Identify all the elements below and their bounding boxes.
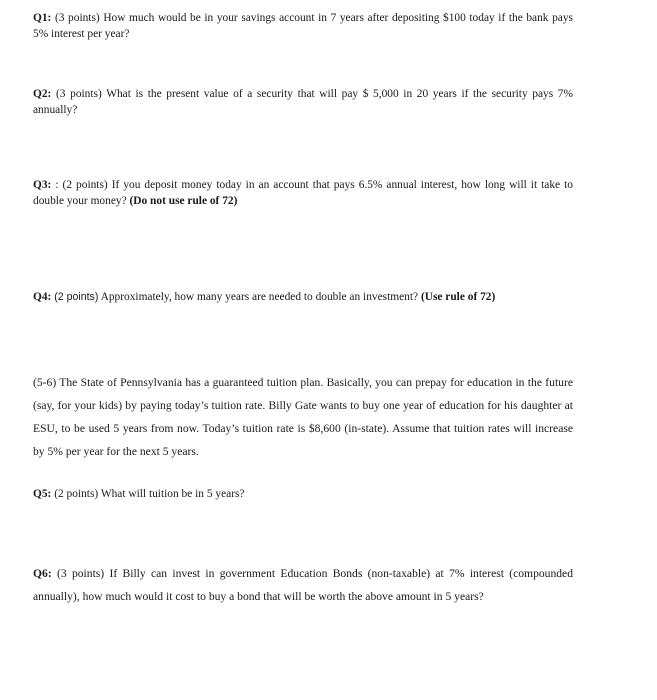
question-label: Q6: bbox=[33, 567, 52, 580]
scenario-paragraph: (5-6) The State of Pennsylvania has a guaranteed tuition plan. Basically, you can prepay for education in the future (say, for your kids) by paying today’s tuition rate. Billy Gate wants to buy one year of education for his daughter at ESU, to be used 5 years from now. Today’s tuition rate is $8,600 (in-state). Assume that tuition rates will increase by 5% per year for the next 5 years. bbox=[33, 376, 573, 458]
question-label: Q3: bbox=[33, 179, 52, 191]
question-5 bbox=[33, 486, 573, 502]
question-points: (2 points) bbox=[54, 488, 99, 500]
question-text: How much would be in your savings account in 7 years after depositing $100 today if the bank pays 5% interest per year? bbox=[33, 12, 573, 40]
question-note: (Use rule of 72) bbox=[420, 291, 496, 303]
question-label: Q4: bbox=[33, 291, 52, 303]
question-6 bbox=[33, 562, 573, 608]
question-text: What will tuition be in 5 years? bbox=[100, 488, 245, 500]
question-text: If Billy can invest in government Education Bonds (non-taxable) at 7% interest (compounded annually), how much would it cost to buy a bond that will be worth the above amount in 5 years? bbox=[33, 567, 573, 603]
question-points: (3 points) bbox=[57, 567, 105, 580]
question-1 bbox=[33, 10, 573, 42]
question-3 bbox=[33, 177, 573, 209]
question-note: (Do not use rule of 72) bbox=[129, 195, 238, 207]
question-text: If you deposit money today in an account that pays 6.5% annual interest, how long will it take to double your money? bbox=[33, 179, 573, 207]
question-text: What is the present value of a security that will pay $ 5,000 in 20 years if the security pays 7% annually? bbox=[33, 88, 573, 116]
question-label: Q2: bbox=[33, 88, 52, 100]
question-points: (3 points) bbox=[54, 12, 100, 24]
question-2 bbox=[33, 86, 573, 118]
question-label: Q1: bbox=[33, 12, 52, 24]
question-label: Q5: bbox=[33, 488, 52, 500]
question-points: (3 points) bbox=[56, 88, 102, 100]
question-points: (2 points) bbox=[54, 291, 99, 303]
question-text: Approximately, how many years are needed to double an investment? bbox=[100, 291, 419, 303]
question-points: : (2 points) bbox=[55, 179, 108, 191]
question-4 bbox=[33, 289, 573, 305]
